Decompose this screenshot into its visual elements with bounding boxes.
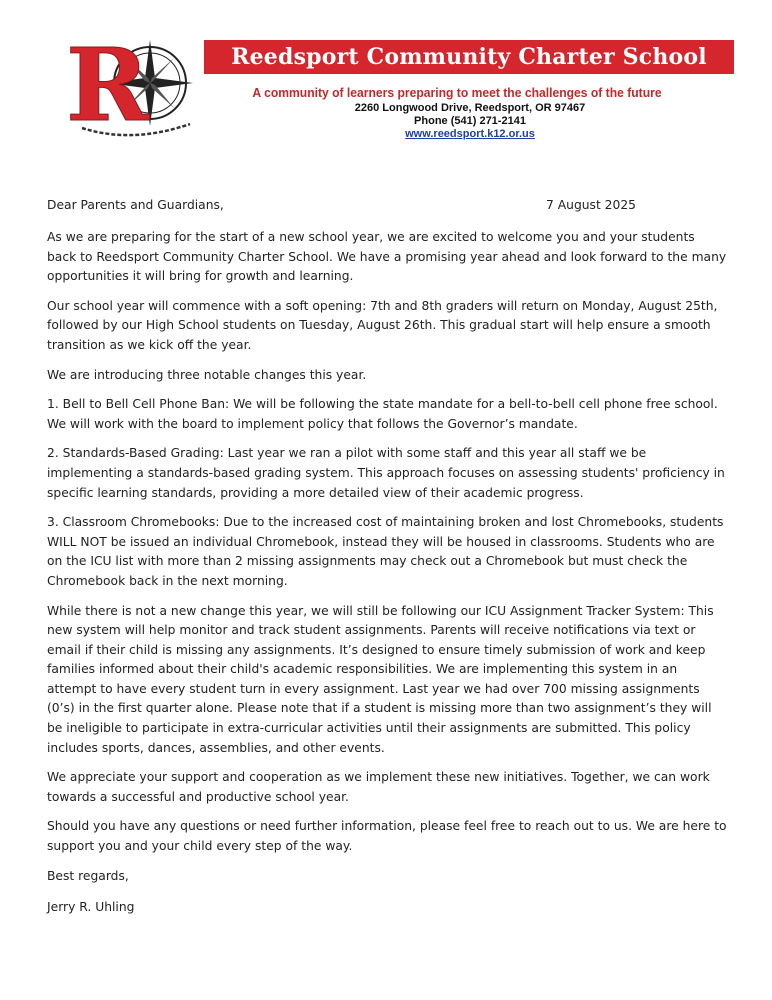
closing: Best regards, <box>47 868 129 883</box>
paragraph-changes-intro: We are introducing three notable changes this year. <box>47 367 367 382</box>
paragraph-chromebooks: 3. Classroom Chromebooks: Due to the increased cost of maintaining broken and lost Chromebooks, students WILL NOT be issued an individual Chromebook, instead they will be housed in classrooms. Students who are on the ICU list with more than 2 missing assignments may check out a Chromebook but must check the Chromebook back in the next morning. <box>47 515 724 588</box>
school-name: Reedsport Community Charter School <box>231 44 707 70</box>
school-logo-compass-icon <box>62 28 202 146</box>
school-phone: Phone (541) 271-2141 <box>414 115 526 127</box>
paragraph-standards-grading: 2. Standards-Based Grading: Last year we ran a pilot with some staff and this year all staff we be implementing a standards-based grading system. This approach focuses on assessing students' proficiency in specific learning standards, providing a more detailed view of their academic progress. <box>47 446 725 500</box>
school-tagline: A community of learners preparing to meet the challenges of the future <box>252 86 662 100</box>
greeting: Dear Parents and Guardians, <box>47 198 224 212</box>
letter-body <box>47 196 727 930</box>
paragraph-soft-opening: Our school year will commence with a soft opening: 7th and 8th graders will return on Monday, August 25th, followed by our High School students on Tuesday, August 26th. This gradual start will help ensure a smooth transition as we kick off the year. <box>47 298 718 352</box>
greeting-row <box>47 196 727 216</box>
signature: Jerry R. Uhling <box>47 900 135 915</box>
letterhead <box>0 0 772 160</box>
svg-text:R: R <box>66 28 150 144</box>
paragraph-cell-phone-ban: 1. Bell to Bell Cell Phone Ban: We will be following the state mandate for a bell-to-bell cell phone free school. We will work with the board to implement policy that follows the Governor’s mandate. <box>47 397 718 431</box>
paragraph-welcome: As we are preparing for the start of a new school year, we are excited to welcome you and your students back to Reedsport Community Charter School. We have a promising year ahead and look forward to the many opportunities it will bring for growth and learning. <box>47 230 727 284</box>
school-address: 2260 Longwood Drive, Reedsport, OR 97467 <box>354 102 586 114</box>
paragraph-icu-tracker: While there is not a new change this year, we will still be following our ICU Assignment Tracker System: This new system will help monitor and track student assignments. Parents will receive notifications via text or email if their child is missing any assignments. It’s designed to ensure timely submission of work and keep families informed about their child's academic responsibilities. We are implementing this system in an attempt to have every student turn in every assignment. Last year we had over 700 missing assignments (0’s) in the first quarter alone. Please note that if a student is missing more than two assignment’s they will be ineligible to participate in extra-curricular activities until their assignments are submitted. This policy includes sports, dances, assemblies, and other events. <box>47 603 714 755</box>
paragraph-questions: Should you have any questions or need further information, please feel free to reach out to us. We are here to support you and your child every step of the way. <box>47 819 727 854</box>
letter-date: 7 August 2025 <box>546 198 636 212</box>
paragraph-appreciation: We appreciate your support and cooperation as we implement these new initiatives. Together, we can work towards a successful and productive school year. <box>47 770 710 804</box>
school-name-banner <box>204 40 734 74</box>
school-website-link[interactable]: www.reedsport.k12.or.us <box>405 128 535 140</box>
